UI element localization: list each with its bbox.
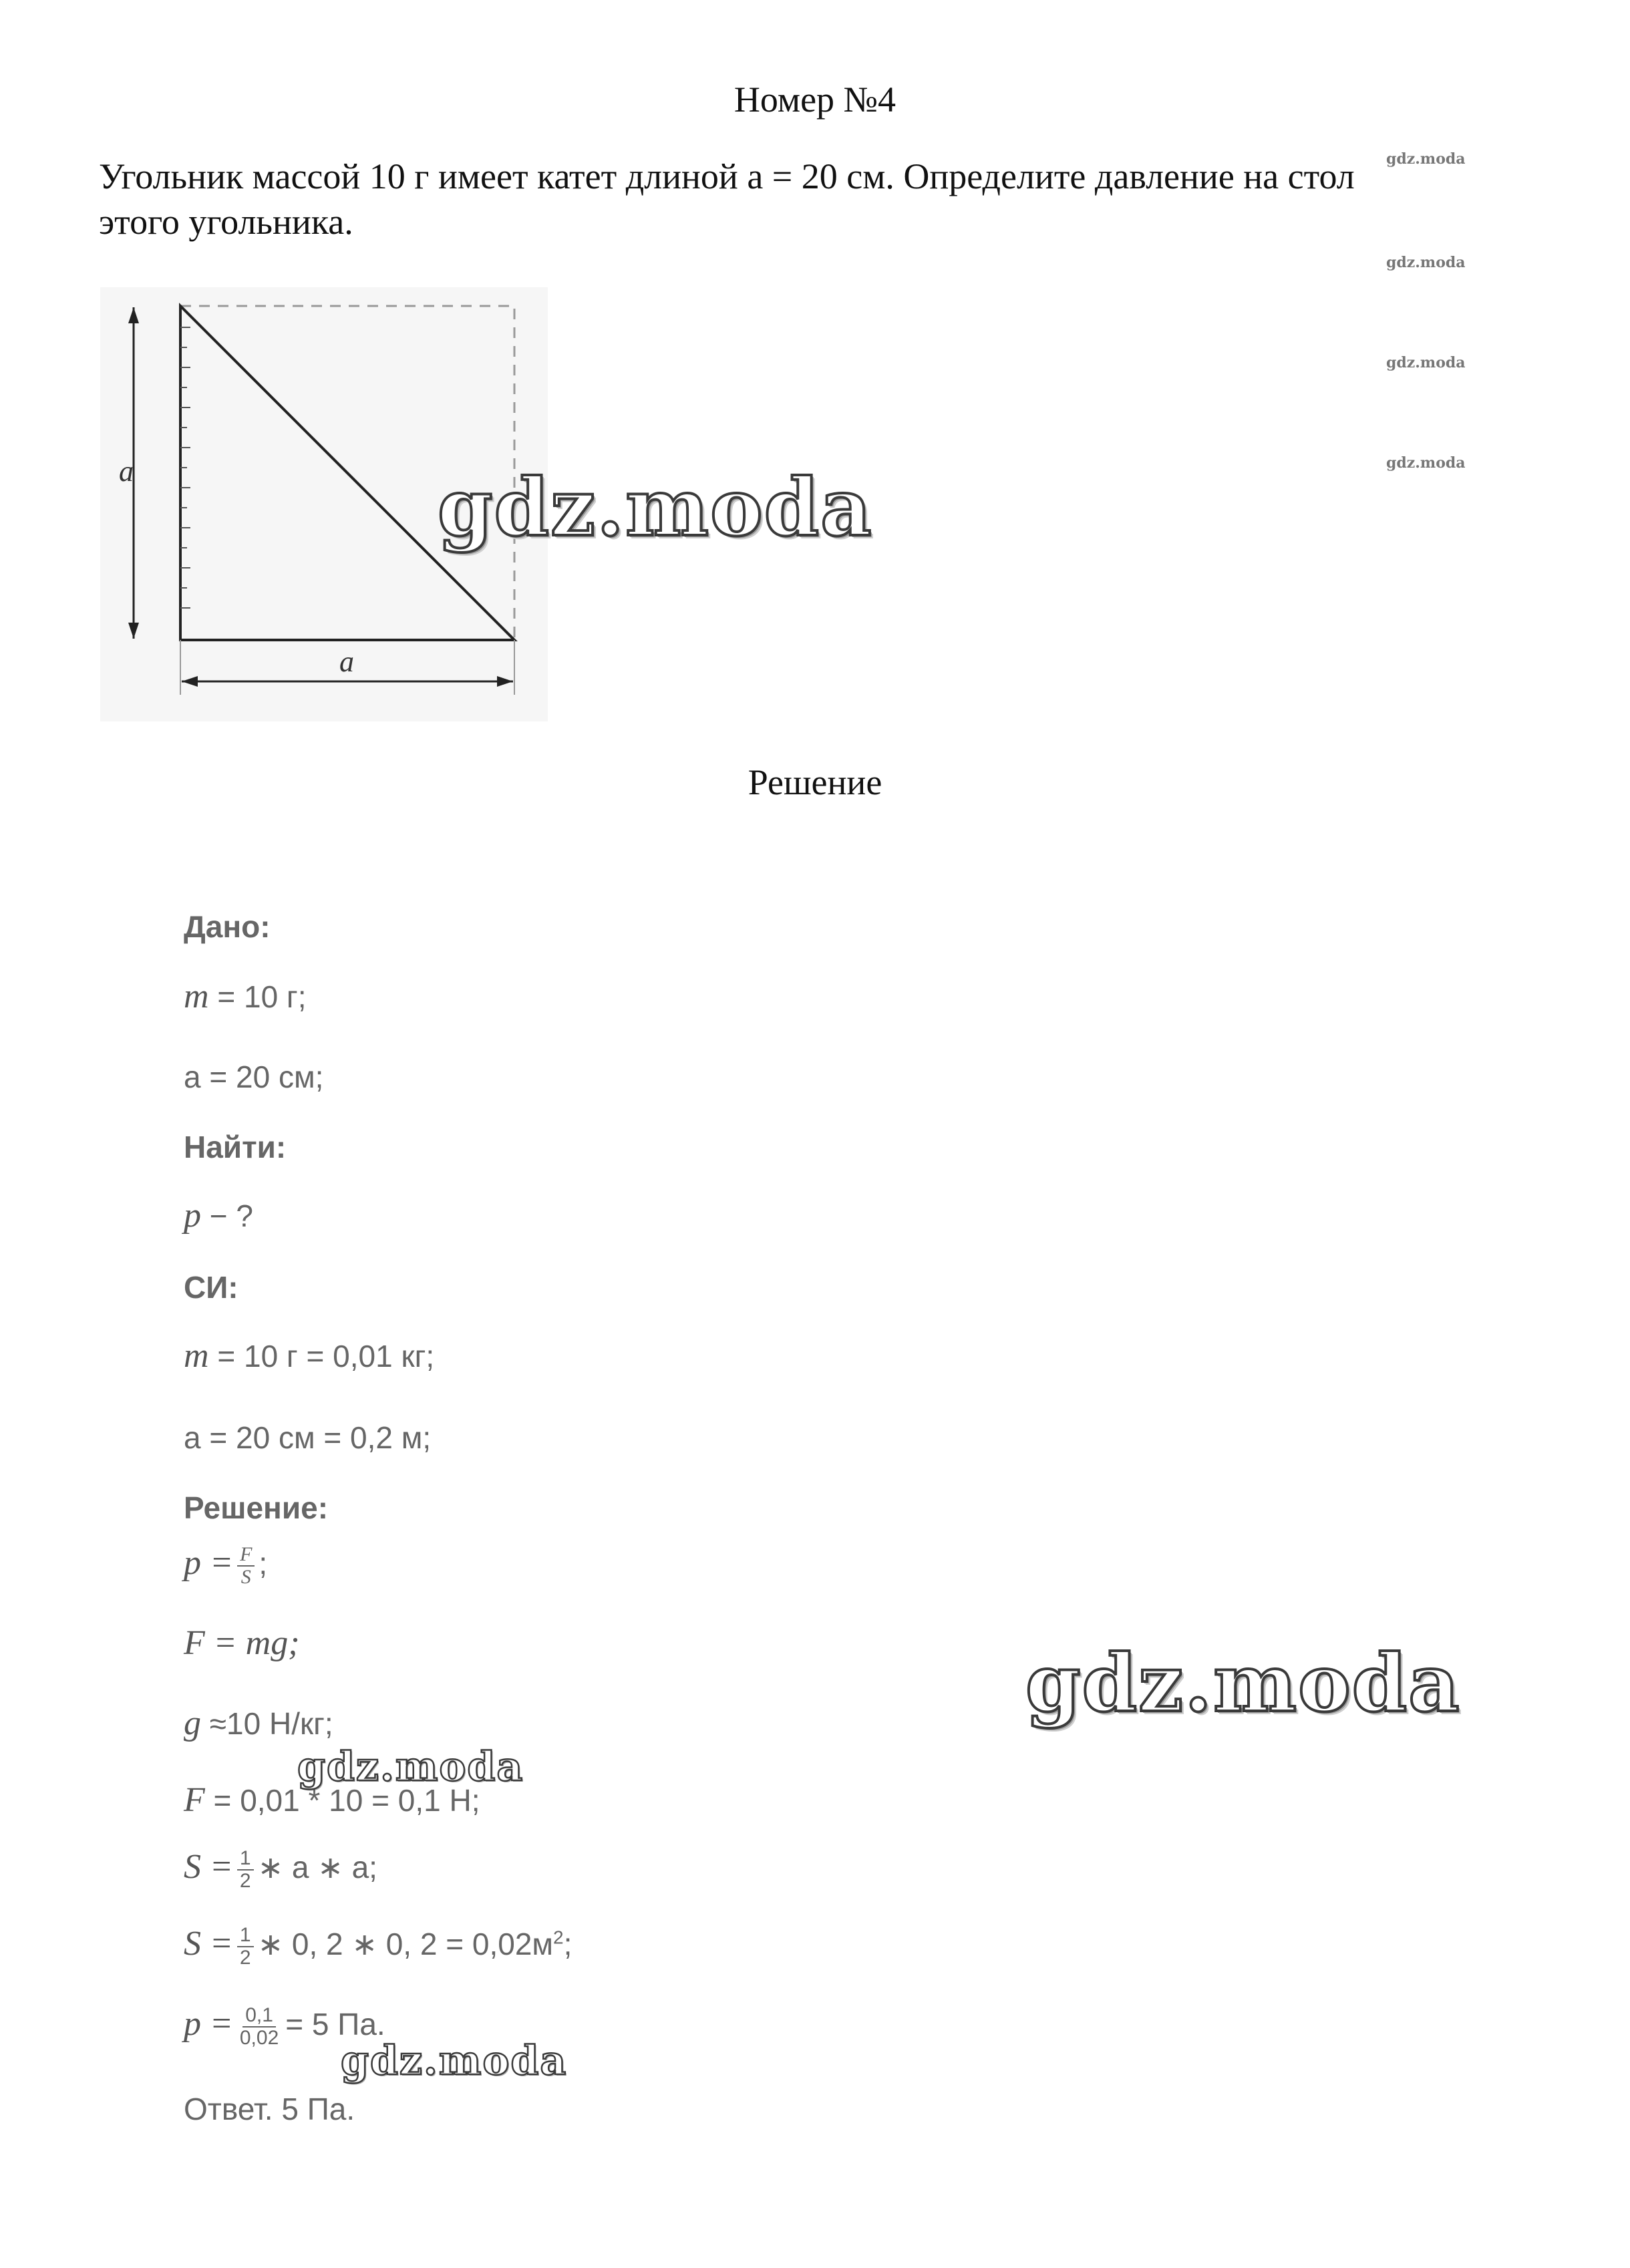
answer: Ответ. 5 Па. <box>184 2092 355 2126</box>
eq-force-value: F = 0,01 * 10 = 0,1 Н; <box>184 1781 480 1819</box>
problem-statement <box>99 154 1515 245</box>
eq-gravity: g ≈10 Н/кг; <box>184 1704 333 1742</box>
given-length: a = 20 см; <box>184 1060 324 1094</box>
watermark: gdz.moda <box>438 461 873 554</box>
find-heading: Найти: <box>184 1130 287 1164</box>
problem-line-1: Угольник массой 10 г имеет катет длиной a = 20 см. Определите давление на стол <box>99 156 1355 196</box>
watermark: gdz.moda <box>297 1744 524 1790</box>
watermark-small: gdz.moda <box>1386 354 1466 371</box>
label-vertical-a: a <box>119 455 134 488</box>
problem-line-2: этого угольника. <box>99 202 353 242</box>
eq-area-value: S = $\frac{1}{2}$ ∗ 0, 2 ∗ 0, $2 = 0,02м^2$; <box>184 1923 573 1969</box>
label-horizontal-a: a <box>339 645 354 678</box>
si-mass: m = 10 г = 0,01 кг; <box>184 1337 435 1375</box>
eq-pressure-value: p = $\frac{0,1}{0,02}$ = 5 Па. <box>184 2003 385 2049</box>
si-length: a = 20 см = 0,2 м; <box>184 1420 432 1455</box>
find-pressure: p − ? <box>184 1196 254 1235</box>
page-title: Номер №4 <box>734 79 896 120</box>
watermark-small: gdz.moda <box>1386 454 1466 472</box>
si-heading: СИ: <box>184 1270 238 1305</box>
watermark: gdz.moda <box>341 2038 568 2084</box>
watermark-small: gdz.moda <box>1386 254 1466 271</box>
given-heading: Дано: <box>184 909 271 944</box>
eq-area-formula: S = $\frac{1}{2}$ ∗ a ∗ a; <box>184 1846 377 1892</box>
solution-heading: Решение <box>748 762 882 802</box>
solution-subheading: Решение: <box>184 1490 329 1525</box>
given-mass: m = 10 г; <box>184 977 307 1015</box>
eq-pressure-formula: p = $\frac{F}{S}$ ; <box>184 1543 268 1588</box>
watermark: gdz.moda <box>1025 1637 1461 1730</box>
watermark-small: gdz.moda <box>1386 150 1466 168</box>
eq-force-formula: F = mg; <box>184 1624 300 1662</box>
